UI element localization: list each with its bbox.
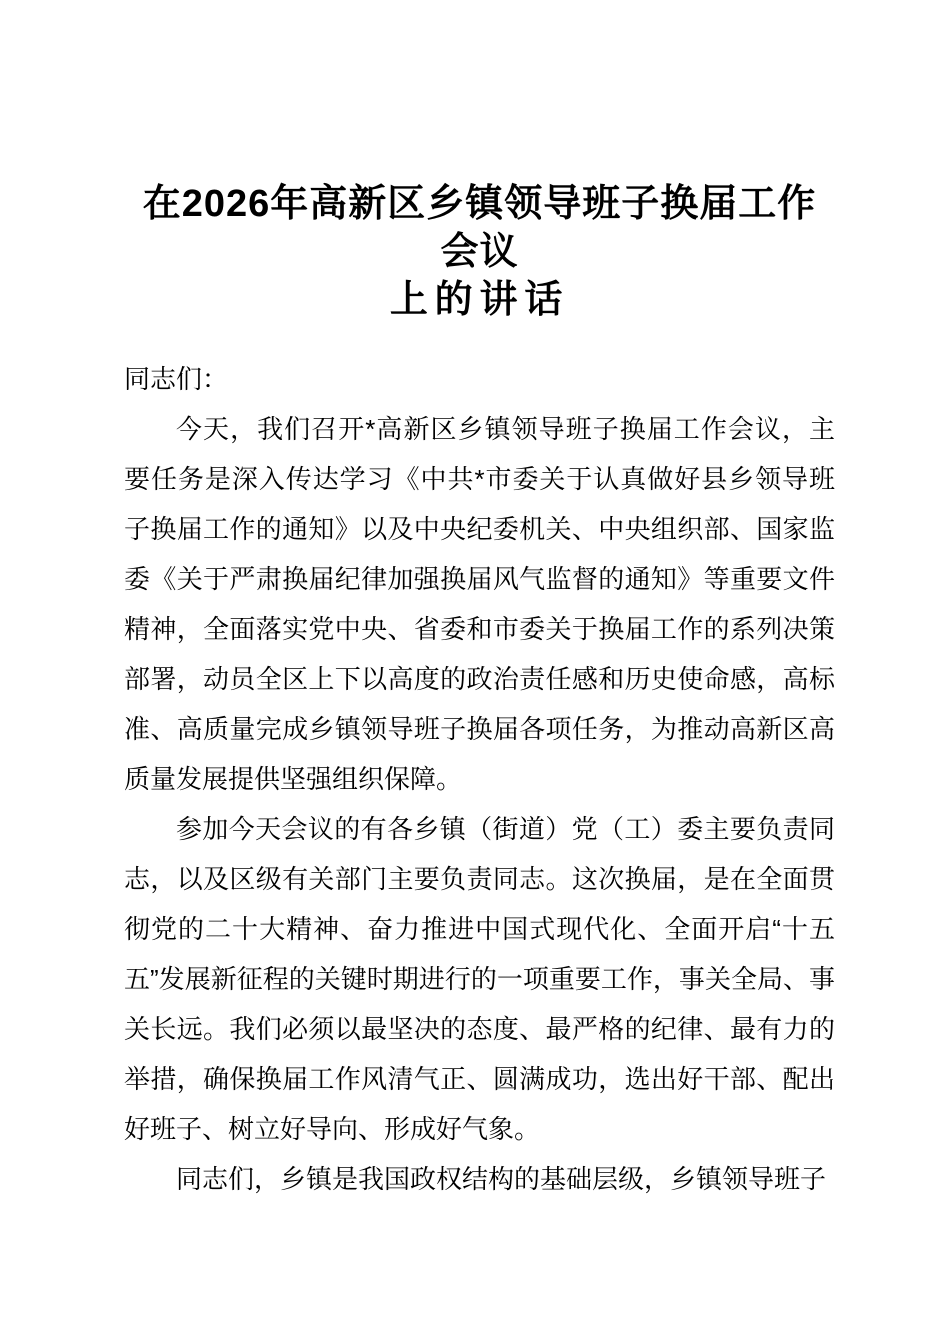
document-body (124, 354, 835, 1204)
document-title-line-2: 上的讲话 (389, 279, 570, 321)
document-title (124, 180, 835, 324)
document-title-line-1: 在2026年高新区乡镇领导班子换届工作会议 (142, 183, 817, 273)
document-content (0, 180, 950, 1204)
body-paragraph-3: 同志们，乡镇是我国政权结构的基础层级，乡镇领导班子 (176, 1164, 827, 1194)
salutation: 同志们： (124, 364, 229, 394)
body-paragraph-2: 参加今天会议的有各乡镇（街道）党（工）委主要负责同志，以及区级有关部门主要负责同志。这次换届，是在全面贯彻党的二十大精神、奋力推进中国式现代化、全面开启“十五五”发展新征程的关键时期进行的一项重要工作，事关全局、事关长远。我们必须以最坚决的态度、最严格的纪律、最有力的举措，确保换届工作风清气正、圆满成功，选出好干部、配出好班子、树立好导向、形成好气象。 (124, 814, 835, 1144)
body-paragraph-1: 今天，我们召开*高新区乡镇领导班子换届工作会议，主要任务是深入传达学习《中共*市委关于认真做好县乡领导班子换届工作的通知》以及中央纪委机关、中央组织部、国家监委《关于严肃换届纪律加强换届风气监督的通知》等重要文件精神，全面落实党中央、省委和市委关于换届工作的系列决策部署，动员全区上下以高度的政治责任感和历史使命感，高标准、高质量完成乡镇领导班子换届各项任务，为推动高新区高质量发展提供坚强组织保障。 (124, 414, 835, 794)
